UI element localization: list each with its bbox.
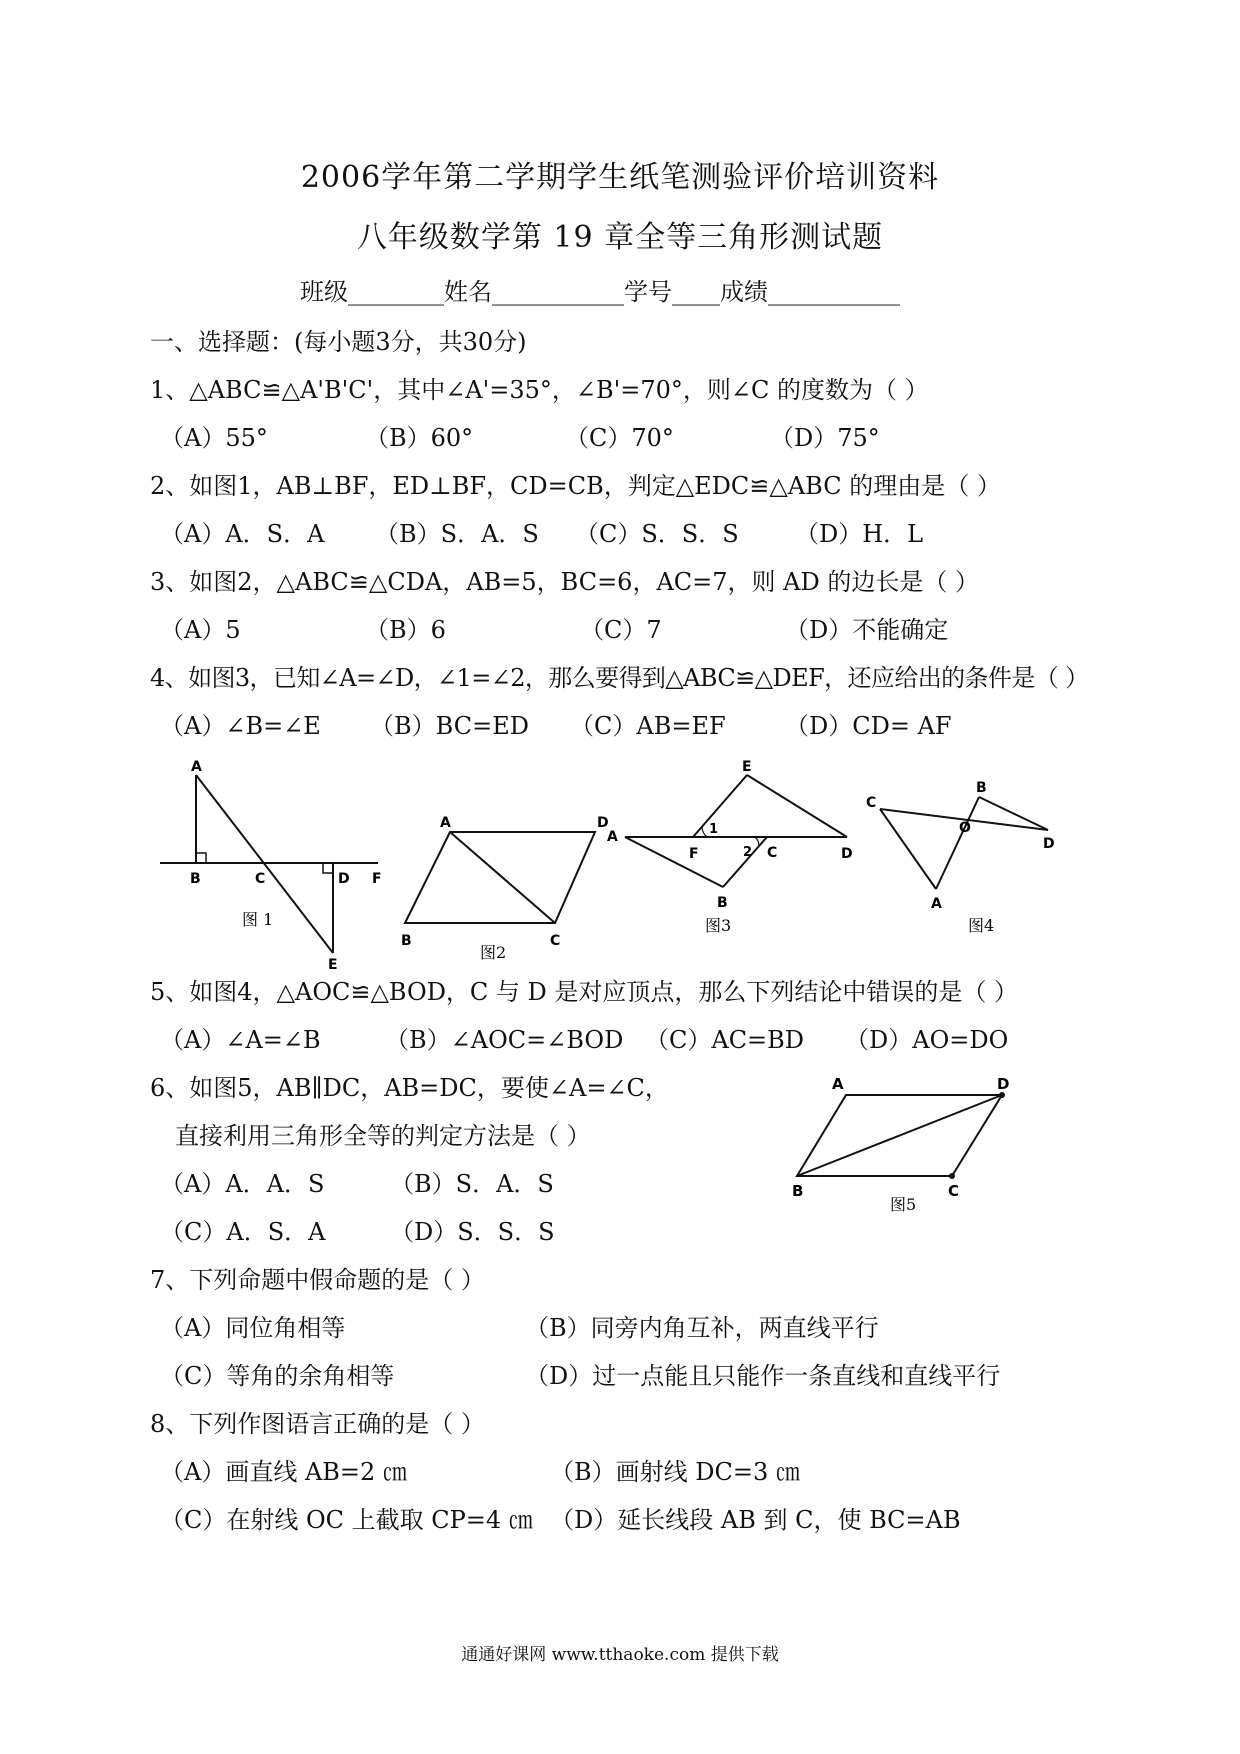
question-4-option-a: （A）∠B=∠E xyxy=(160,712,321,740)
question-6-option-b: （B）S．A．S xyxy=(390,1170,554,1198)
figure-4-label: B xyxy=(976,780,987,796)
figure-3-label: F xyxy=(689,846,699,862)
question-2-option-d: （D）H．L xyxy=(795,520,924,548)
figure-5-label: D xyxy=(997,1075,1010,1093)
question-8-option-b: （B）画射线 DC=3 ㎝ xyxy=(550,1458,800,1486)
question-5-stem: 5、如图4，△AOC≌△BOD，C 与 D 是对应顶点，那么下列结论中错误的是（ ） xyxy=(150,978,1019,1006)
figure-5-vertex xyxy=(949,1173,955,1179)
figure-4-label: D xyxy=(1043,836,1055,852)
figure-1-label: A xyxy=(191,759,202,775)
document-title: 2006学年第二学期学生纸笔测验评价培训资料 xyxy=(300,160,940,195)
figure-1-label: F xyxy=(372,871,382,887)
question-8-option-a: （A）画直线 AB=2 ㎝ xyxy=(160,1458,407,1486)
question-3-option-a: （A）5 xyxy=(160,616,241,644)
figure-4-label: A xyxy=(931,896,942,912)
figure-2-label: D xyxy=(597,815,609,831)
question-4-option-c: （C）AB=EF xyxy=(570,712,726,740)
figure-2 xyxy=(395,805,625,960)
figure-5-label: C xyxy=(948,1182,960,1200)
question-6-stem: 6、如图5，AB∥DC，AB=DC，要使∠A=∠C， xyxy=(150,1074,669,1102)
figure-3-caption: 图3 xyxy=(705,916,732,935)
question-1-option-d: （D）75° xyxy=(770,424,880,452)
question-5-option-a: （A）∠A=∠B xyxy=(160,1026,321,1054)
question-1-option-b: （B）60° xyxy=(365,424,474,452)
figure-3-label: B xyxy=(717,895,728,911)
figure-3-angle-label: 1 xyxy=(709,822,719,837)
question-2-option-b: （B）S．A．S xyxy=(375,520,539,548)
student-info-line: 班级________姓名___________学号____成绩___________ xyxy=(300,278,900,306)
question-6-option-a: （A）A．A．S xyxy=(160,1170,325,1198)
figure-2-label: B xyxy=(401,933,412,949)
question-2-option-a: （A）A．S．A xyxy=(160,520,325,548)
figure-5-caption: 图5 xyxy=(890,1195,917,1214)
question-3-stem: 3、如图2，△ABC≌△CDA，AB=5，BC=6，AC=7，则 AD 的边长是（ ） xyxy=(150,568,979,596)
figure-1-label: E xyxy=(328,957,338,970)
question-3-option-c: （C）7 xyxy=(580,616,662,644)
section-heading: 一、选择题：(每小题3分，共30分) xyxy=(150,328,527,356)
question-2-option-c: （C）S．S．S xyxy=(575,520,739,548)
question-7-option-a: （A）同位角相等 xyxy=(160,1314,346,1342)
question-7-stem: 7、下列命题中假命题的是（ ） xyxy=(150,1266,485,1294)
footer-text: 通通好课网 www.tthaoke.com 提供下载 xyxy=(461,1645,779,1665)
figure-2-label: C xyxy=(550,933,561,949)
figure-5 xyxy=(780,1070,1030,1230)
question-7-option-d: （D）过一点能且只能作一条直线和直线平行 xyxy=(525,1362,1001,1390)
figure-3-angle-label: 2 xyxy=(743,845,753,860)
question-7-option-c: （C）等角的余角相等 xyxy=(160,1362,395,1390)
question-5-option-b: （B）∠AOC=∠BOD xyxy=(385,1026,624,1054)
question-6-option-c: （C）A．S．A xyxy=(160,1218,326,1246)
figure-5-label: A xyxy=(832,1075,844,1093)
figure-5-label: B xyxy=(792,1182,804,1200)
question-5-option-c: （C）AC=BD xyxy=(645,1026,805,1054)
figure-1-label: D xyxy=(338,871,350,887)
figure-3 xyxy=(605,755,865,955)
question-7-option-b: （B）同旁内角互补，两直线平行 xyxy=(525,1314,879,1342)
question-6-stem-cont: 直接利用三角形全等的判定方法是（ ） xyxy=(175,1122,591,1150)
figure-3-label: D xyxy=(841,846,853,862)
figure-3-label: E xyxy=(742,759,752,775)
question-2-stem: 2、如图1，AB⊥BF，ED⊥BF，CD=CB，判定△EDC≌△ABC 的理由是（ ） xyxy=(150,472,1001,500)
figure-4-label: O xyxy=(959,820,971,836)
figure-1-label: B xyxy=(190,871,201,887)
figure-3-label: C xyxy=(767,845,778,861)
question-4-stem: 4、如图3，已知∠A=∠D，∠1=∠2，那么要得到△ABC≌△DEF，还应给出的条件是（ ） xyxy=(150,664,1089,692)
figure-2-label: A xyxy=(440,815,451,831)
figure-4-label: C xyxy=(866,795,877,811)
question-3-option-d: （D）不能确定 xyxy=(785,616,949,644)
question-8-option-d: （D）延长线段 AB 到 C，使 BC=AB xyxy=(550,1506,961,1534)
figure-2-caption: 图2 xyxy=(480,943,507,960)
figure-4-caption: 图4 xyxy=(968,916,995,935)
figure-4 xyxy=(860,780,1060,945)
question-1-option-a: （A）55° xyxy=(160,424,268,452)
question-4-option-d: （D）CD= AF xyxy=(785,712,952,740)
question-1-option-c: （C）70° xyxy=(565,424,674,452)
question-8-stem: 8、下列作图语言正确的是（ ） xyxy=(150,1410,485,1438)
figure-1-caption: 图 1 xyxy=(242,910,274,929)
figure-1-label: C xyxy=(255,871,266,887)
question-4-option-b: （B）BC=ED xyxy=(370,712,529,740)
figure-3-label: A xyxy=(607,829,618,845)
figure-1 xyxy=(150,755,390,970)
question-8-option-c: （C）在射线 OC 上截取 CP=4 ㎝ xyxy=(160,1506,533,1534)
question-6-option-d: （D）S．S．S xyxy=(390,1218,555,1246)
question-1-stem: 1、△ABC≌△A'B'C'，其中∠A'=35°，∠B'=70°，则∠C 的度数为（ ） xyxy=(150,376,929,404)
question-5-option-d: （D）AO=DO xyxy=(845,1026,1009,1054)
question-3-option-b: （B）6 xyxy=(365,616,446,644)
document-subtitle: 八年级数学第 19 章全等三角形测试题 xyxy=(356,220,884,255)
